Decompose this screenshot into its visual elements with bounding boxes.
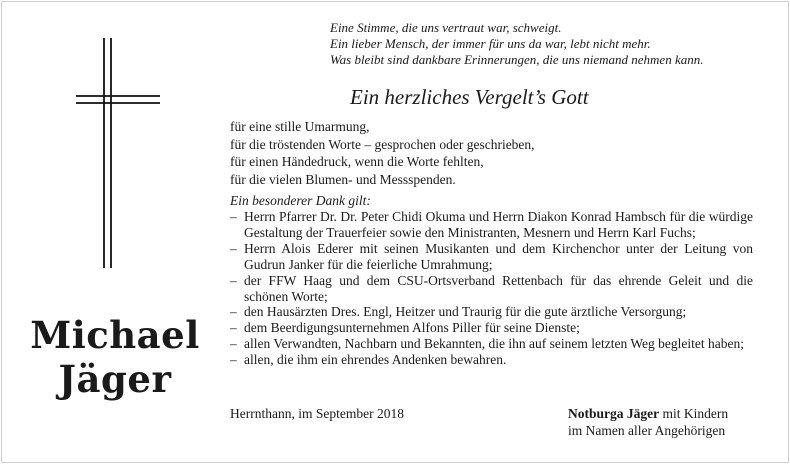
dash: – bbox=[230, 272, 237, 288]
list-item-text: Herrn Alois Ederer mit seinen Musikanten und dem Kirchenchor unter der Leitung von Gudrun Janker für die feierliche Umrahmung; bbox=[244, 240, 753, 272]
list-item-text: allen Verwandten, Nachbarn und Bekannten, die ihn auf seinem letzten Weg begleitet haben; bbox=[244, 336, 744, 352]
list-item bbox=[230, 352, 753, 368]
verse-line: Ein lieber Mensch, der immer für uns da war, lebt nicht mehr. bbox=[330, 36, 651, 51]
list-item bbox=[230, 336, 753, 352]
verse-line: Was bleibt sind dankbare Erinnerungen, die uns niemand nehmen kann. bbox=[330, 52, 704, 67]
thanks-line: für die tröstenden Worte – gesprochen oder geschrieben, bbox=[230, 136, 535, 152]
thanks-line: für einen Händedruck, wenn die Worte fehlten, bbox=[230, 154, 484, 169]
thanks-line: für die vielen Blumen- und Messspenden. bbox=[230, 171, 456, 187]
thanks-lines bbox=[230, 118, 770, 188]
list-item-text: allen, die ihm ein ehrendes Andenken bewahren. bbox=[244, 352, 507, 368]
list-item bbox=[230, 241, 753, 273]
deceased-last-name: Jäger bbox=[58, 357, 172, 401]
verse-line: Eine Stimme, die uns vertraut war, schweigt. bbox=[330, 20, 562, 35]
signature-name: Notburga Jäger bbox=[568, 406, 660, 421]
list-item-text: dem Beerdigungsunternehmen Alfons Piller für seine Dienste; bbox=[244, 320, 580, 336]
list-item-text: Herrn Pfarrer Dr. Dr. Peter Chidi Okuma und Herrn Diakon Konrad Hambsch für die würdige Gestaltung der Trauerfeier sowie den Ministranten, Mesnern und Herrn Karl Fuchs; bbox=[244, 209, 753, 240]
cross-icon bbox=[76, 38, 160, 268]
list-item bbox=[230, 320, 753, 336]
list-item bbox=[230, 209, 753, 241]
dash: – bbox=[230, 352, 237, 368]
dash: – bbox=[230, 240, 237, 256]
signature bbox=[568, 405, 768, 439]
list-item-text: den Hausärzten Dres. Engl, Heitzer und Traurig für die gute ärztliche Versorgung; bbox=[244, 304, 687, 320]
dash: – bbox=[230, 320, 237, 336]
verse bbox=[330, 20, 770, 68]
deceased-name bbox=[20, 313, 210, 401]
dash: – bbox=[230, 304, 237, 320]
list-item bbox=[230, 273, 753, 305]
list-item-text: der FFW Haag und dem CSU-Ortsverband Rettenbach für das ehrende Geleit und die schönen Worte; bbox=[244, 272, 753, 304]
list-item bbox=[230, 304, 753, 320]
special-thanks-list bbox=[230, 209, 753, 368]
special-thanks-heading: Ein besonderer Dank gilt: bbox=[230, 193, 371, 208]
signature-line2: im Namen aller Angehörigen bbox=[568, 423, 726, 438]
signature-suffix: mit Kindern bbox=[659, 406, 729, 421]
dash: – bbox=[230, 336, 237, 352]
deceased-first-name: Michael bbox=[30, 313, 200, 357]
dash: – bbox=[230, 209, 237, 224]
thanks-line: für eine stille Umarmung, bbox=[230, 119, 370, 134]
place-date: Herrnthann, im September 2018 bbox=[230, 406, 404, 421]
thanks-heading: Ein herzliches Vergelt’s Gott bbox=[350, 85, 589, 109]
